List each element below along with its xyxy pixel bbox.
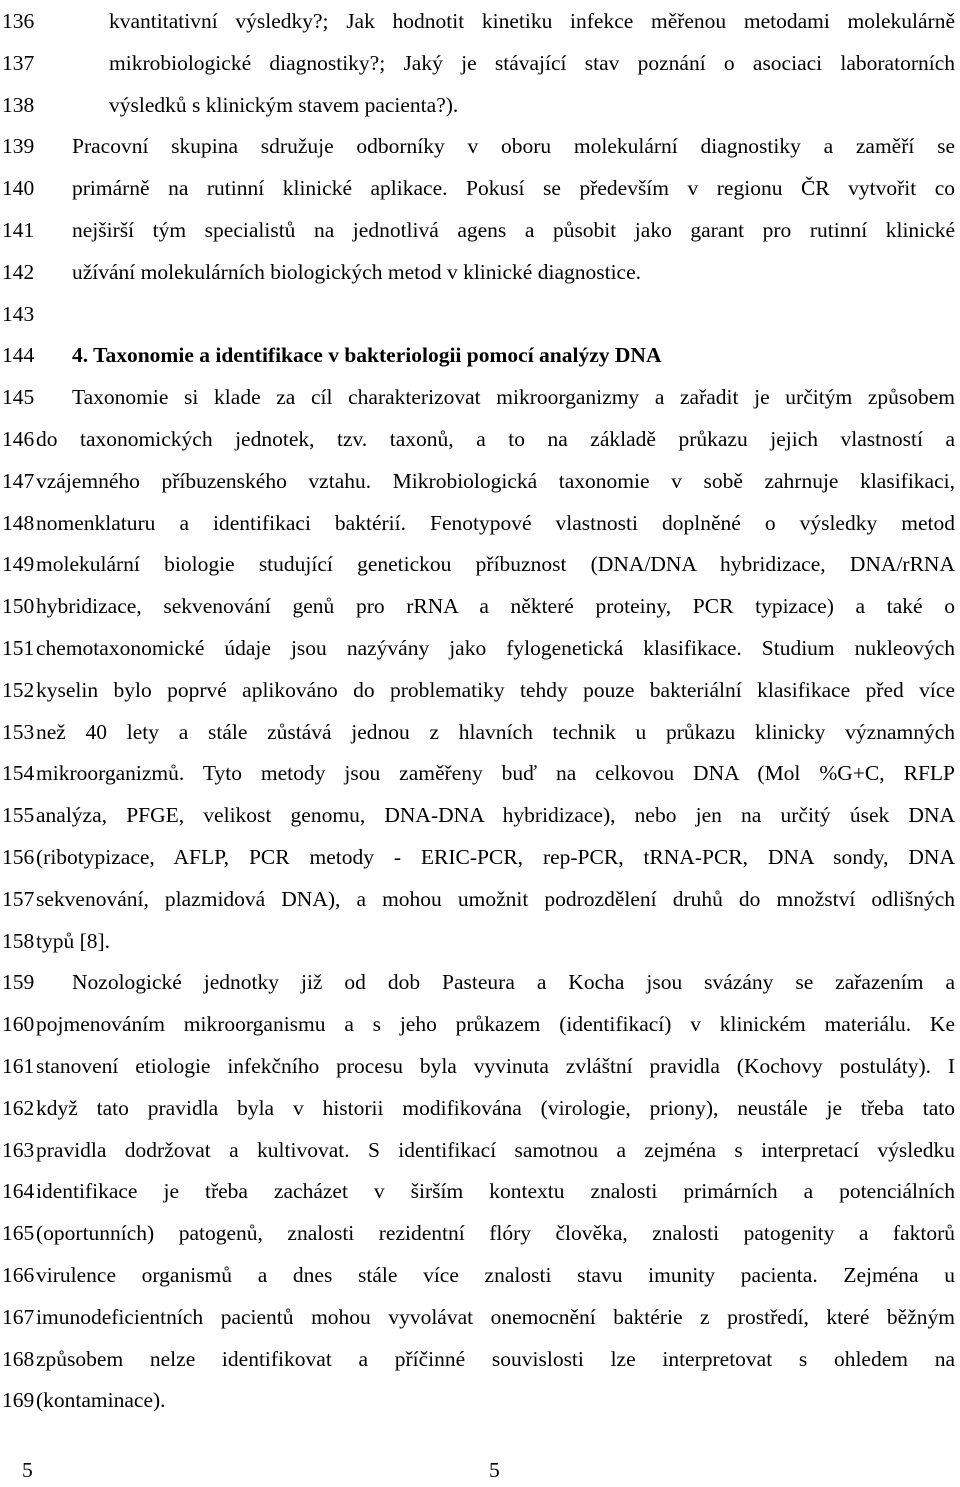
line-text: když tato pravidla byla v historii modifikována (virologie, priony), neustále je třeba tato (36, 1095, 955, 1120)
line-number: 143 (2, 301, 35, 326)
line-text: mikrobiologické diagnostiky?; Jaký je stávající stav poznání o asociaci laboratorních (109, 50, 955, 75)
line-text: způsobem nelze identifikovat a příčinné souvislosti lze interpretovat s ohledem na (36, 1346, 955, 1371)
line-number: 152 (2, 677, 35, 702)
line-number: 140 (2, 176, 35, 201)
numbered-line (0, 1170, 960, 1212)
numbered-line (0, 167, 960, 209)
line-text: analýza, PFGE, velikost genomu, DNA-DNA hybridizace), nebo jen na určitý úsek DNA (36, 803, 955, 828)
line-text: Pracovní skupina sdružuje odborníky v oboru molekulární diagnostiky a zaměří se (72, 134, 955, 159)
line-text: kvantitativní výsledky?; Jak hodnotit kinetiku infekce měřenou metodami molekulárně (109, 9, 955, 33)
numbered-line (0, 1338, 960, 1380)
numbered-line (0, 1129, 960, 1171)
numbered-line (0, 627, 960, 669)
numbered-line (0, 125, 960, 167)
line-number: 146 (2, 427, 35, 451)
line-text: do taxonomických jednotek, tzv. taxonů, a to na základě průkazu jejich vlastností a (36, 427, 955, 451)
line-text: než 40 lety a stále zůstává jednou z hlavních technik u průkazu klinicky významných (36, 719, 955, 744)
line-number: 159 (2, 970, 35, 995)
numbered-line (0, 42, 960, 84)
line-number: 141 (2, 218, 35, 242)
numbered-line (0, 0, 960, 42)
line-text: identifikace je třeba zacházet v širším kontextu znalosti primárních a potenciálních (36, 1179, 955, 1204)
numbered-line (0, 84, 960, 126)
line-number: 136 (2, 9, 35, 33)
line-text: užívání molekulárních biologických metod v klinické diagnostice. (72, 259, 642, 284)
line-text: výsledků s klinickým stavem pacienta?). (109, 92, 459, 117)
line-number: 144 (2, 343, 35, 368)
line-number: 154 (2, 761, 35, 786)
line-number: 151 (2, 636, 35, 660)
numbered-line (0, 752, 960, 794)
numbered-line (0, 334, 960, 376)
numbered-line (0, 251, 960, 293)
line-text: mikroorganizmů. Tyto metody jsou zaměřeny buď na celkovou DNA (Mol %G+C, RFLP (36, 761, 955, 786)
line-text: Nozologické jednotky již od dob Pasteura a Kocha jsou svázány se zařazením a (72, 970, 955, 995)
numbered-line (0, 418, 960, 460)
numbered-line (0, 1087, 960, 1129)
line-number: 150 (2, 594, 35, 619)
numbered-line (0, 1003, 960, 1045)
line-number: 165 (2, 1221, 35, 1246)
line-number: 142 (2, 259, 35, 284)
line-text: molekulární biologie studující genetickou příbuznost (DNA/DNA hybridizace, DNA/rRNA (36, 552, 955, 577)
numbered-line (0, 1296, 960, 1338)
line-number: 149 (2, 552, 35, 577)
line-number: 163 (2, 1137, 35, 1162)
numbered-line (0, 585, 960, 627)
footer-page-number-right: 5 (489, 1458, 500, 1482)
line-text: pravidla dodržovat a kultivovat. S identifikací samotnou a zejména s interpretací výsledku (36, 1137, 955, 1162)
line-number: 162 (2, 1095, 35, 1120)
line-number: 156 (2, 845, 35, 869)
line-text: imunodeficientních pacientů mohou vyvolávat onemocnění baktérie z prostředí, které běžným (36, 1304, 955, 1329)
line-number: 169 (2, 1388, 35, 1413)
line-number: 158 (2, 928, 35, 953)
line-text: primárně na rutinní klinické aplikace. Pokusí se především v regionu ČR vytvořit co (72, 176, 955, 201)
numbered-line (0, 543, 960, 585)
section-heading: 4. Taxonomie a identifikace v bakteriologii pomocí analýzy DNA (72, 343, 662, 368)
numbered-line (0, 376, 960, 418)
line-number: 138 (2, 92, 35, 117)
line-number: 167 (2, 1304, 35, 1329)
line-number: 160 (2, 1012, 35, 1037)
numbered-line (0, 836, 960, 878)
numbered-line (0, 1254, 960, 1296)
line-text: sekvenování, plazmidová DNA), a mohou umožnit podrozdělení druhů do množství odlišných (36, 886, 955, 911)
numbered-line (0, 502, 960, 544)
line-number: 139 (2, 134, 35, 159)
line-number: 161 (2, 1054, 35, 1078)
line-number: 148 (2, 510, 35, 535)
line-number: 137 (2, 50, 35, 75)
numbered-line (0, 1379, 960, 1421)
line-number: 157 (2, 886, 35, 911)
numbered-line (0, 209, 960, 251)
line-text: kyselin bylo poprvé aplikováno do problematiky tehdy pouze bakteriální klasifikace před více (36, 677, 955, 702)
line-text: Taxonomie si klade za cíl charakterizovat mikroorganizmy a zařadit je určitým způsobem (72, 385, 955, 410)
numbered-line (0, 293, 960, 335)
numbered-line (0, 1045, 960, 1087)
line-text: chemotaxonomické údaje jsou nazývány jako fylogenetická klasifikace. Studium nukleových (36, 636, 955, 660)
line-text: stanovení etiologie infekčního procesu byla vyvinuta zvláštní pravidla (Kochovy postuláty). I (36, 1054, 955, 1078)
line-number: 153 (2, 719, 35, 744)
line-text: (ribotypizace, AFLP, PCR metody - ERIC-PCR, rep-PCR, tRNA-PCR, DNA sondy, DNA (36, 845, 955, 869)
line-number: 145 (2, 385, 35, 410)
line-text: hybridizace, sekvenování genů pro rRNA a některé proteiny, PCR typizace) a také o (36, 594, 955, 619)
line-number: 155 (2, 803, 35, 828)
line-text: pojmenováním mikroorganismu a s jeho průkazem (identifikací) v klinickém materiálu. Ke (36, 1012, 955, 1037)
numbered-line (0, 878, 960, 920)
numbered-line (0, 711, 960, 753)
line-text: (kontaminace). (36, 1388, 166, 1413)
numbered-line (0, 794, 960, 836)
footer-page-number-left: 5 (22, 1458, 33, 1482)
line-text: vzájemného příbuzenského vztahu. Mikrobiologická taxonomie v sobě zahrnuje klasifikaci, (36, 468, 955, 493)
line-number: 166 (2, 1263, 35, 1287)
line-text: typů [8]. (36, 928, 111, 953)
line-text: virulence organismů a dnes stále více znalosti stavu imunity pacienta. Zejména u (36, 1263, 955, 1287)
numbered-line (0, 961, 960, 1003)
numbered-line (0, 920, 960, 962)
line-text: (oportunních) patogenů, znalosti rezidentní flóry člověka, znalosti patogenity a faktorů (36, 1221, 955, 1246)
line-number: 164 (2, 1179, 35, 1204)
line-text: nomenklaturu a identifikaci baktérií. Fenotypové vlastnosti doplněné o výsledky metod (36, 510, 955, 535)
numbered-line (0, 669, 960, 711)
numbered-line (0, 1212, 960, 1254)
line-number: 168 (2, 1346, 35, 1371)
numbered-line (0, 460, 960, 502)
line-number: 147 (2, 468, 35, 493)
line-text: nejširší tým specialistů na jednotlivá agens a působit jako garant pro rutinní klinické (72, 218, 955, 242)
